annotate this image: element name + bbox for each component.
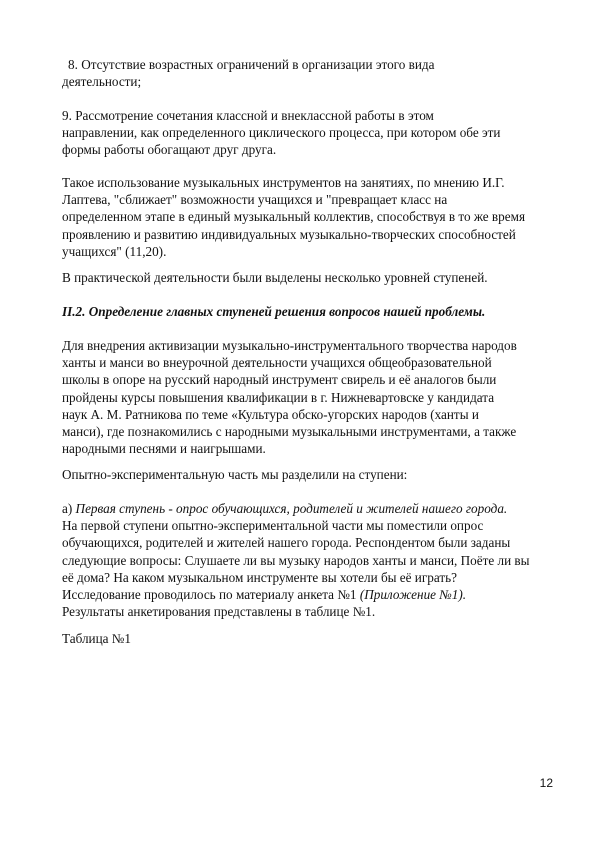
paragraph-levels: В практической деятельности были выделены несколько уровней ступеней. (62, 270, 488, 285)
paragraph-item-9: 9. Рассмотрение сочетания классной и внеклассной работы в этом направлении, как определенного циклического процесса, при котором обе эти формы работы обогащают друг друга. (62, 108, 501, 158)
first-stage-title: Первая ступень - опрос обучающихся, родителей и жителей нашего города. (75, 501, 508, 516)
page-number: 12 (539, 776, 553, 790)
paragraph-first-stage: а) Первая ступень - опрос обучающихся, родителей и жителей нашего города. На первой ступени опытно-экспериментальной части мы поместили опрос обучающихся, родителей и жителей нашего города. Респондентом были заданы следующие вопросы: Слушаете ли вы музыку народов ханты и манси, Поёте ли вы её дома? На каком музыкальном инструменте вы хотели бы её играть? Исследование проводилось по материалу анкета №1 (Приложение №1). Результаты анкетирования представлены в таблице №1. (62, 501, 530, 620)
paragraph-quote: Такое использование музыкальных инструментов на занятиях, по мнению И.Г. Лаптева, "сближает" возможности учащихся и "превращает класс на определенном этапе в единый музыкальный коллектив, способствуя в то же время проявлению и развитию индивидуальных музыкально-творческих способностей учащихся" (11,20). (62, 175, 526, 259)
table-label: Таблица №1 (62, 631, 131, 646)
section-heading: II.2. Определение главных ступеней решения вопросов нашей проблемы. (62, 304, 486, 319)
paragraph-courses: Для внедрения активизации музыкально-инструментального творчества народов ханты и манси во внеурочной деятельности учащихся общеобразовательной школы в опоре на русский народный инструмент свирель и её аналогов были пройдены курсы повышения квалификации в г. Нижневартовске у кандидата наук А. М. Ратникова по теме «Культура обско-угорских народов (ханты и манси), где познакомились с народными музыкальными инструментами, а также народными песнями и наигрышами. (62, 338, 517, 457)
paragraph-item-8: 8. Отсутствие возрастных ограничений в организации этого вида деятельности; (62, 57, 435, 90)
paragraph-stages: Опытно-экспериментальную часть мы разделили на ступени: (62, 467, 408, 482)
appendix-reference: (Приложение №1). (359, 587, 467, 603)
